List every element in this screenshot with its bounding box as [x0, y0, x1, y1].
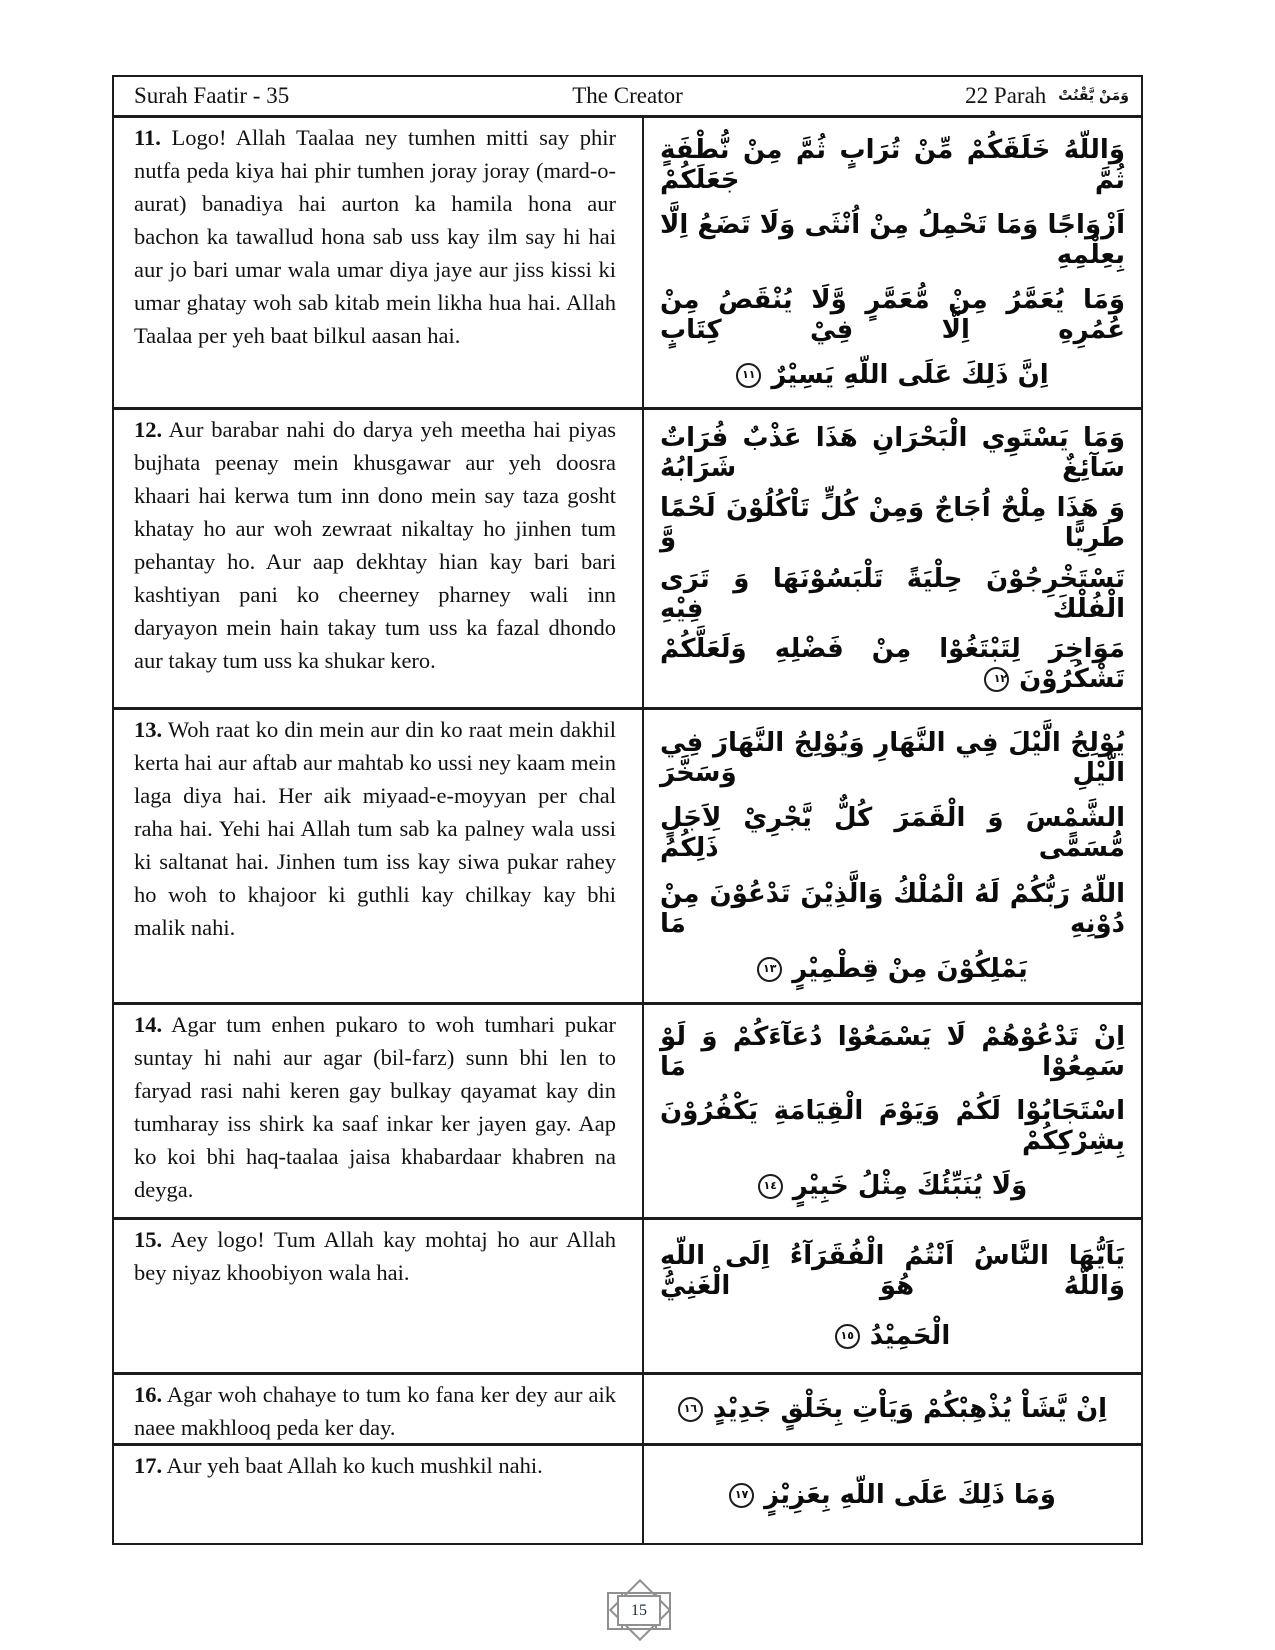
ayah-end-marker: ١٣ [757, 957, 782, 982]
page-number: 15 [617, 1595, 661, 1626]
ayah-end-marker: ١٧ [729, 1483, 754, 1508]
verse-translation-text: Agar tum enhen pukaro to woh tumhari pukar suntay hi nahi aur agar (bil-farz) sunn bhi len to faryad rasi nahi keren gay bulkay qayamat kay din tumharay iss shirk ka saaf inkar ker jayen gay. Aap ko koi bhi haq-taalaa jaisa khabardaar khabren na deyga. [134, 1012, 616, 1202]
verse-row [114, 710, 1141, 1005]
verse-translation-text: Logo! Allah Taalaa ney tumhen mitti say phir nutfa peda kiya hai phir tumhen joray joray (mard-o-aurat) banadiya hai aurton ka hamila hona aur bachon ka tawallud hona sab uss kay ilm say hi hai aur jo bari umar wala umar diya jaye aur jiss kissi ki umar ghatay woh sab kitab mein likha hua hai. Allah Taalaa per yeh baat bilkul aasan hai. [134, 125, 616, 348]
document-table [112, 75, 1143, 1545]
verse-translation-cell [114, 1446, 642, 1543]
verse-number: 12. [134, 417, 163, 442]
verse-row [114, 118, 1141, 410]
verse-row [114, 410, 1141, 710]
ayah-end-marker: ١٥ [835, 1324, 860, 1349]
verse-row [114, 1375, 1141, 1446]
verse-translation-text: Woh raat ko din mein aur din ko raat mein dakhil kerta hai aur aftab aur mahtab ko ussi ney kaam mein laga diya hai. Her aik miyaad-e-moyyan per chal raha hai. Yehi hai Allah tum sab ka palney wala ussi ki saltanat hai. Jinhen tum iss kay siwa pukar rahey ho woh to khajoor ki guthli kay chilkay kay bhi malik nahi. [134, 717, 616, 940]
parah-number-label: 22 Parah [965, 83, 1047, 108]
arabic-line: وَاللّهُ خَلَقَكُمْ مِّنْ تُرَابٍ ثُمَّ مِنْ نُّطْفَةٍ ثُمَّ جَعَلَكُمْ [660, 135, 1125, 195]
verse-translation-cell [114, 118, 642, 407]
verse-number: 15. [134, 1227, 163, 1252]
verse-number: 16. [134, 1382, 163, 1407]
verse-translation-text: Aur yeh baat Allah ko kuch mushkil nahi. [162, 1453, 543, 1478]
arabic-line: وَمَا يَسْتَوِي الْبَحْرَانِ هَذَا عَذْبٌ فُرَاتٌ سَآئِغٌ شَرَابُهُ [660, 422, 1125, 483]
verse-number: 17. [134, 1453, 163, 1478]
verse-number: 11. [134, 125, 161, 150]
arabic-line: تَسْتَخْرِجُوْنَ حِلْيَةً تَلْبَسُوْنَهَا وَ تَرَى الْفُلْكَ فِيْهِ [660, 563, 1125, 624]
verse-translation-cell [114, 1220, 642, 1372]
verse-row [114, 1220, 1141, 1375]
arabic-line: وَمَا يُعَمَّرُ مِنْ مُّعَمَّرٍ وَّلَا يُنْقَصُ مِنْ عُمُرِهِ اِلَّا فِيْ كِتَابٍ [660, 285, 1125, 345]
verse-arabic-cell [642, 1375, 1141, 1443]
arabic-line: يَاَيُّهَا النَّاسُ اَنْتُمُ الْفُقَرَآءُ اِلَى اللّهِ وَاللّهُ هُوَ الْغَنِيُّ [660, 1241, 1125, 1302]
arabic-line: اَزْوَاجًا وَمَا تَحْمِلُ مِنْ اُنْثَى وَلَا تَضَعُ اِلَّا بِعِلْمِهِ [660, 210, 1125, 270]
verse-arabic-cell [642, 710, 1141, 1002]
arabic-line: وَ هَذَا مِلْحٌ اُجَاجٌ وَمِنْ كُلٍّ تَاْكُلُوْنَ لَحْمًا طَرِيًّا وَّ [660, 493, 1125, 554]
verse-translation-cell [114, 410, 642, 707]
page-header-row [114, 77, 1141, 118]
arabic-line: الْحَمِيْدُ١٥ [660, 1321, 1125, 1351]
arabic-line: وَمَا ذَلِكَ عَلَى اللّهِ بِعَزِيْزٍ١٧ [660, 1480, 1125, 1510]
arabic-line: اسْتَجَابُوْا لَكُمْ وَيَوْمَ الْقِيَامَةِ يَكْفُرُوْنَ بِشِرْكِكُمْ [660, 1096, 1125, 1156]
ayah-end-marker: ١٤ [758, 1174, 783, 1199]
arabic-line: اِنْ تَدْعُوْهُمْ لَا يَسْمَعُوْا دُعَآءَكُمْ وَ لَوْ سَمِعُوْا مَا [660, 1021, 1125, 1082]
surah-english-title: The Creator [572, 83, 683, 108]
arabic-line: اِنْ يَّشَاْ يُذْهِبْكُمْ وَيَاْتِ بِخَلْقٍ جَدِيْدٍ١٦ [660, 1394, 1125, 1424]
verse-arabic-cell [642, 1005, 1141, 1217]
parah-arabic-name: وَمَنْ يَّقْنُتْ [1058, 88, 1129, 104]
arabic-line: يَمْلِكُوْنَ مِنْ قِطْمِيْرٍ١٣ [660, 954, 1125, 984]
surah-name-label: Surah Faatir - 35 [134, 83, 290, 108]
arabic-line: اِنَّ ذَلِكَ عَلَى اللّهِ يَسِيْرٌ١١ [660, 360, 1125, 390]
verse-translation-cell [114, 710, 642, 1002]
verse-translation-cell [114, 1375, 642, 1443]
arabic-line: الشَّمْسَ وَ الْقَمَرَ كُلٌّ يَّجْرِيْ لِاَجَلٍ مُّسَمًّى ذَلِكُمُ [660, 803, 1125, 864]
verse-number: 13. [134, 717, 163, 742]
page-number-ornament [606, 1582, 670, 1642]
verse-translation-text: Aur barabar nahi do darya yeh meetha hai piyas bujhata peenay mein khusgawar aur yeh doosra khaari hai kerwa tum inn dono mein say taza gosht khatay ho aur woh zewraat nikaltay ho jinhen tum pehantay ho. Aur aap dekhtay hian kay bari bari kashtiyan pani ko cheerney pharney wali inn daryayon mein hain takay tum uss ka fazal dhondo aur takay tum uss ka shukar kero. [134, 417, 616, 673]
verse-arabic-cell [642, 410, 1141, 707]
arabic-line: يُوْلِجُ الَّيْلَ فِي النَّهَارِ وَيُوْلِجُ النَّهَارَ فِي الَّيْلِ وَسَخَّرَ [660, 727, 1125, 788]
verse-translation-cell [114, 1005, 642, 1217]
arabic-line: اللّهُ رَبُّكُمْ لَهُ الْمُلْكُ وَالَّذِيْنَ تَدْعُوْنَ مِنْ دُوْنِهِ مَا [660, 878, 1125, 939]
verse-row [114, 1446, 1141, 1543]
arabic-line: مَوَاخِرَ لِتَبْتَغُوْا مِنْ فَضْلِهِ وَلَعَلَّكُمْ تَشْكُرُوْنَ١٢ [660, 634, 1125, 695]
verse-arabic-cell [642, 118, 1141, 407]
ayah-end-marker: ١٢ [984, 667, 1009, 692]
verse-row [114, 1005, 1141, 1220]
verse-translation-text: Aey logo! Tum Allah kay mohtaj ho aur Allah bey niyaz khoobiyon wala hai. [134, 1227, 616, 1285]
parah-header-group [965, 83, 1129, 109]
verse-number: 14. [134, 1012, 163, 1037]
ayah-end-marker: ١٦ [678, 1397, 703, 1422]
verse-arabic-cell [642, 1446, 1141, 1543]
ayah-end-marker: ١١ [736, 363, 761, 388]
verse-translation-text: Agar woh chahaye to tum ko fana ker dey aur aik naee makhlooq peda ker day. [134, 1382, 616, 1440]
verse-arabic-cell [642, 1220, 1141, 1372]
arabic-line: وَلَا يُنَبِّئُكَ مِثْلُ خَبِيْرٍ١٤ [660, 1171, 1125, 1201]
